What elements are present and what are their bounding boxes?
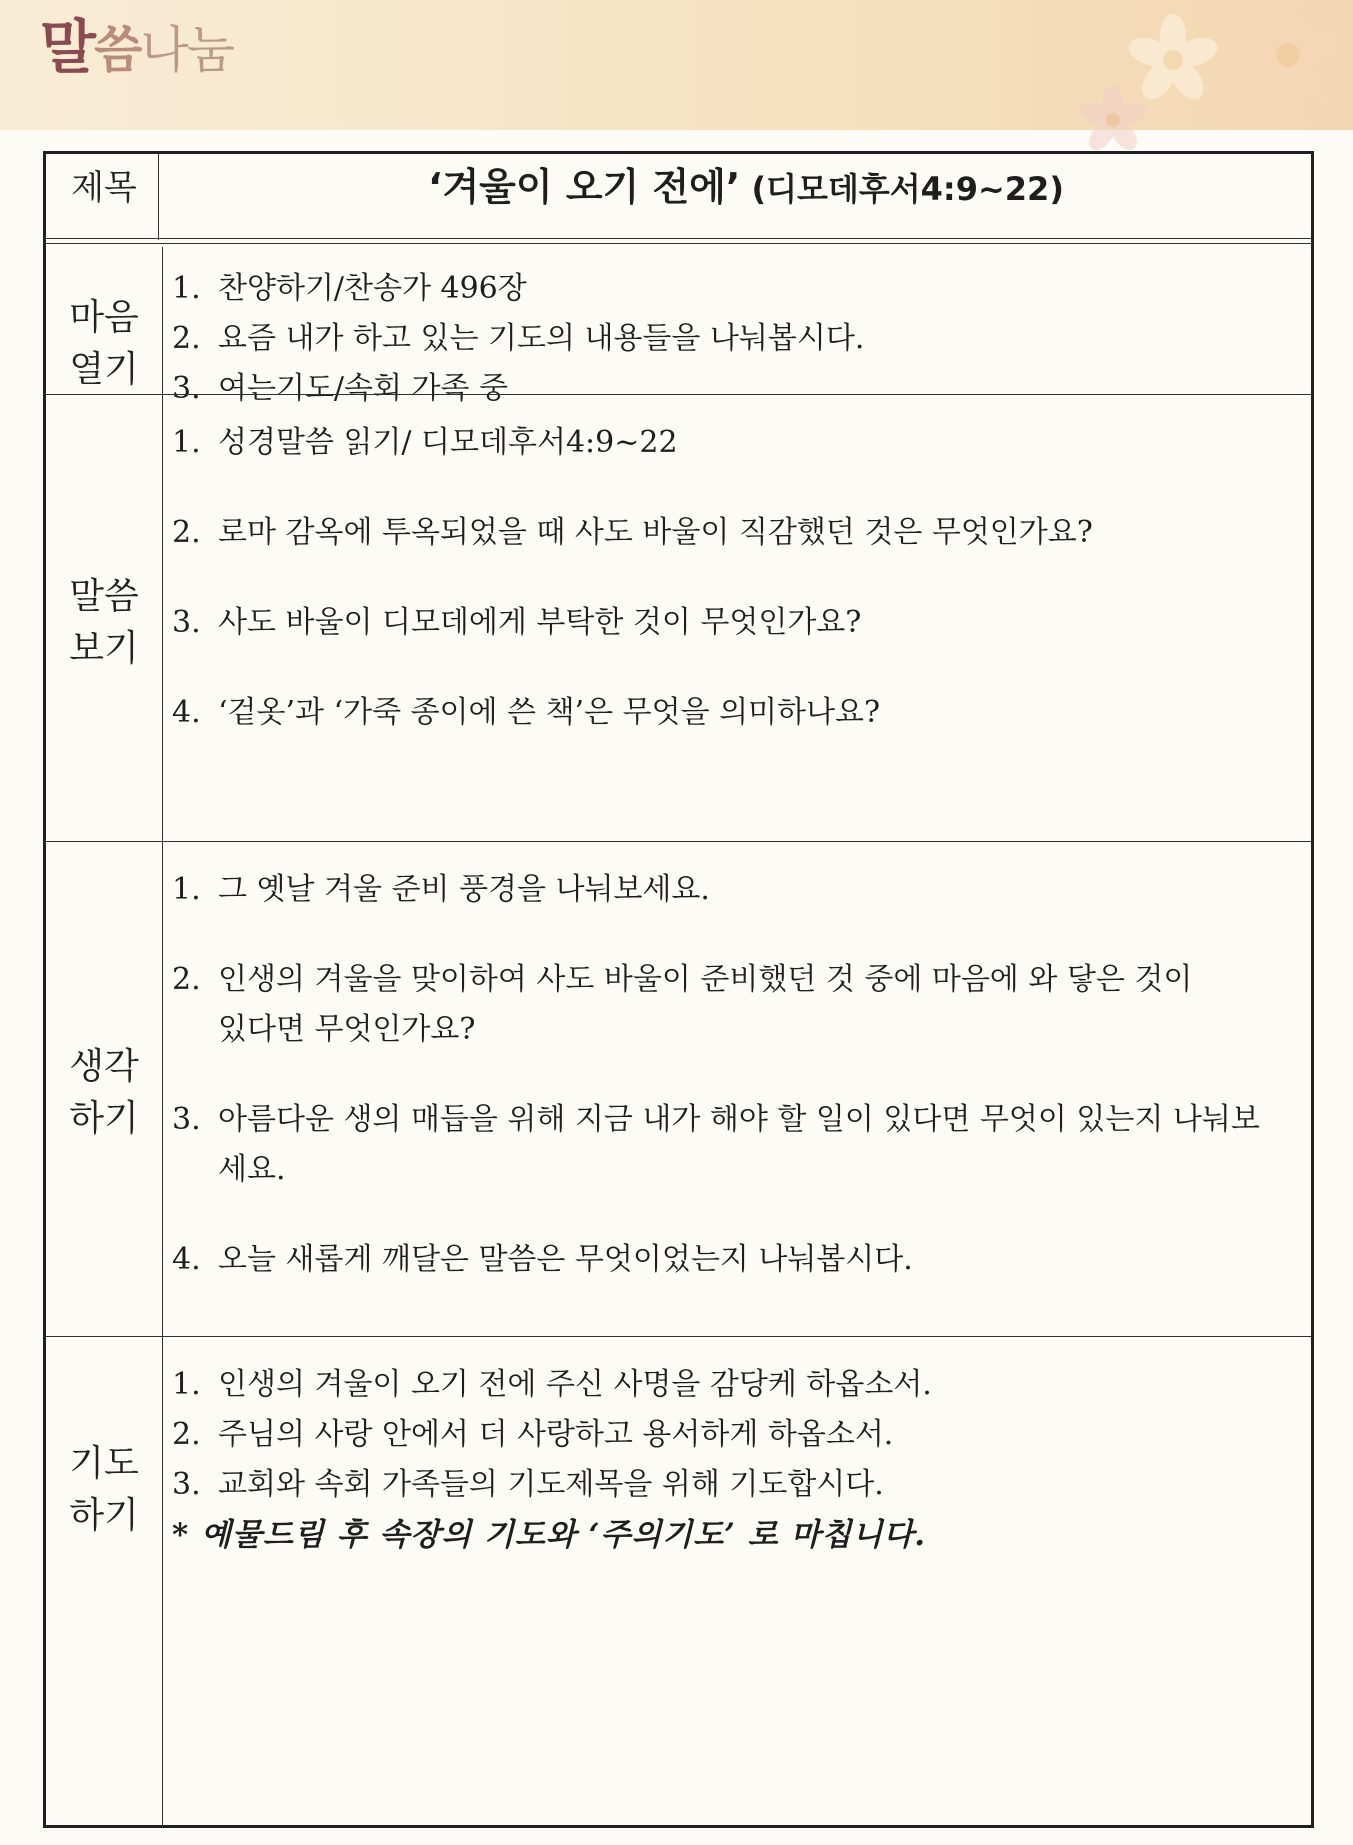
study-title-main: ‘겨울이 오기 전에’ [428, 165, 741, 209]
list-item [172, 264, 1301, 314]
item-text: 인생의 겨울이 오기 전에 주신 사명을 감당케 하옵소서. [218, 1367, 932, 1402]
item-number: 4. [172, 695, 201, 730]
list-item [172, 1410, 1301, 1460]
think-label-line1: 생각 [69, 1046, 139, 1087]
item-text: 그 옛날 겨울 준비 풍경을 나눠보세요. [218, 872, 710, 907]
prayer-items [172, 1360, 1301, 1560]
bible-study-table [43, 151, 1314, 1828]
item-number: 3. [172, 371, 201, 406]
item-text: 여는기도/속회 가족 중 [218, 371, 508, 406]
section-title-part3: 나눔 [140, 21, 233, 79]
list-item [172, 955, 1283, 1055]
list-item [172, 508, 1211, 558]
think-label-line2: 하기 [69, 1098, 139, 1139]
think-label [46, 1041, 162, 1145]
think-row [46, 843, 1311, 1333]
item-text: 사도 바울이 디모데에게 부탁한 것이 무엇인가요? [218, 605, 862, 640]
section-title [40, 13, 233, 81]
item-text: 요즘 내가 하고 있는 기도의 내용들을 나눠봅시다. [218, 321, 865, 356]
row-divider [46, 1336, 1311, 1337]
title-label: 제목 [71, 168, 137, 208]
item-number: 2. [172, 515, 201, 550]
read-word-label-line2: 보기 [69, 628, 139, 669]
list-item [172, 418, 1211, 468]
list-item [172, 598, 1211, 648]
item-text: 아름다운 생의 매듭을 위해 지금 내가 해야 할 일이 있다면 무엇이 있는지 나눠보세요. [218, 1102, 1260, 1187]
item-number: 3. [172, 605, 201, 640]
item-number: 4. [172, 1242, 201, 1277]
section-title-part1: 말 [40, 13, 95, 81]
header-banner [0, 0, 1353, 130]
think-items [172, 865, 1283, 1285]
list-item [172, 1095, 1283, 1195]
read-word-items [172, 418, 1211, 738]
read-word-row [46, 396, 1311, 843]
prayer-row [46, 1338, 1311, 1828]
flower-decoration-icon [1053, 0, 1353, 160]
item-number: 3. [172, 1102, 201, 1137]
title-divider [46, 238, 1311, 244]
read-word-label [46, 571, 162, 675]
row-divider [46, 841, 1311, 842]
prayer-label [46, 1438, 162, 1542]
open-heart-items [172, 264, 1301, 414]
section-title-part2: 씀 [94, 21, 141, 79]
item-number: 1. [172, 872, 201, 907]
item-number: 2. [172, 321, 201, 356]
row-divider [46, 394, 1311, 395]
item-text: 인생의 겨울을 맞이하여 사도 바울이 준비했던 것 중에 마음에 와 닿은 것이 있다면 무엇인가요? [218, 962, 1193, 1047]
list-item [172, 865, 1283, 915]
read-word-label-line1: 말씀 [69, 576, 139, 617]
study-title-reference: (디모데후서4:9~22) [740, 170, 1064, 208]
item-text: ‘겉옷’과 ‘가죽 종이에 쓴 책’은 무엇을 의미하나요? [218, 695, 881, 730]
item-text: 찬양하기/찬송가 496장 [218, 271, 527, 306]
list-item [172, 1460, 1301, 1510]
list-item [172, 314, 1301, 364]
closing-note: * 예물드림 후 속장의 기도와 ‘주의기도’ 로 마칩니다. [172, 1517, 927, 1553]
title-row [46, 154, 1311, 240]
item-text: 로마 감옥에 투옥되었을 때 사도 바울이 직감했던 것은 무엇인가요? [218, 515, 1093, 550]
item-number: 1. [172, 1367, 201, 1402]
item-number: 3. [172, 1467, 201, 1502]
item-text: 주님의 사랑 안에서 더 사랑하고 용서하게 하옵소서. [218, 1417, 894, 1452]
item-number: 2. [172, 962, 201, 997]
item-text: 오늘 새롭게 깨달은 말씀은 무엇이었는지 나눠봅시다. [218, 1242, 913, 1277]
study-title [181, 162, 1311, 214]
list-item [172, 1360, 1301, 1410]
prayer-label-line2: 하기 [69, 1495, 139, 1536]
open-heart-label-line2: 열기 [69, 349, 139, 390]
item-number: 2. [172, 1417, 201, 1452]
list-item [172, 688, 1211, 738]
item-text: 성경말씀 읽기/ 디모데후서4:9~22 [218, 425, 678, 460]
item-number: 1. [172, 271, 201, 306]
open-heart-label [46, 292, 162, 396]
item-text: 교회와 속회 가족들의 기도제목을 위해 기도합시다. [218, 1467, 884, 1502]
item-number: 1. [172, 425, 201, 460]
open-heart-label-line1: 마음 [69, 297, 139, 338]
list-item [172, 1235, 1283, 1285]
prayer-label-line1: 기도 [69, 1443, 139, 1484]
